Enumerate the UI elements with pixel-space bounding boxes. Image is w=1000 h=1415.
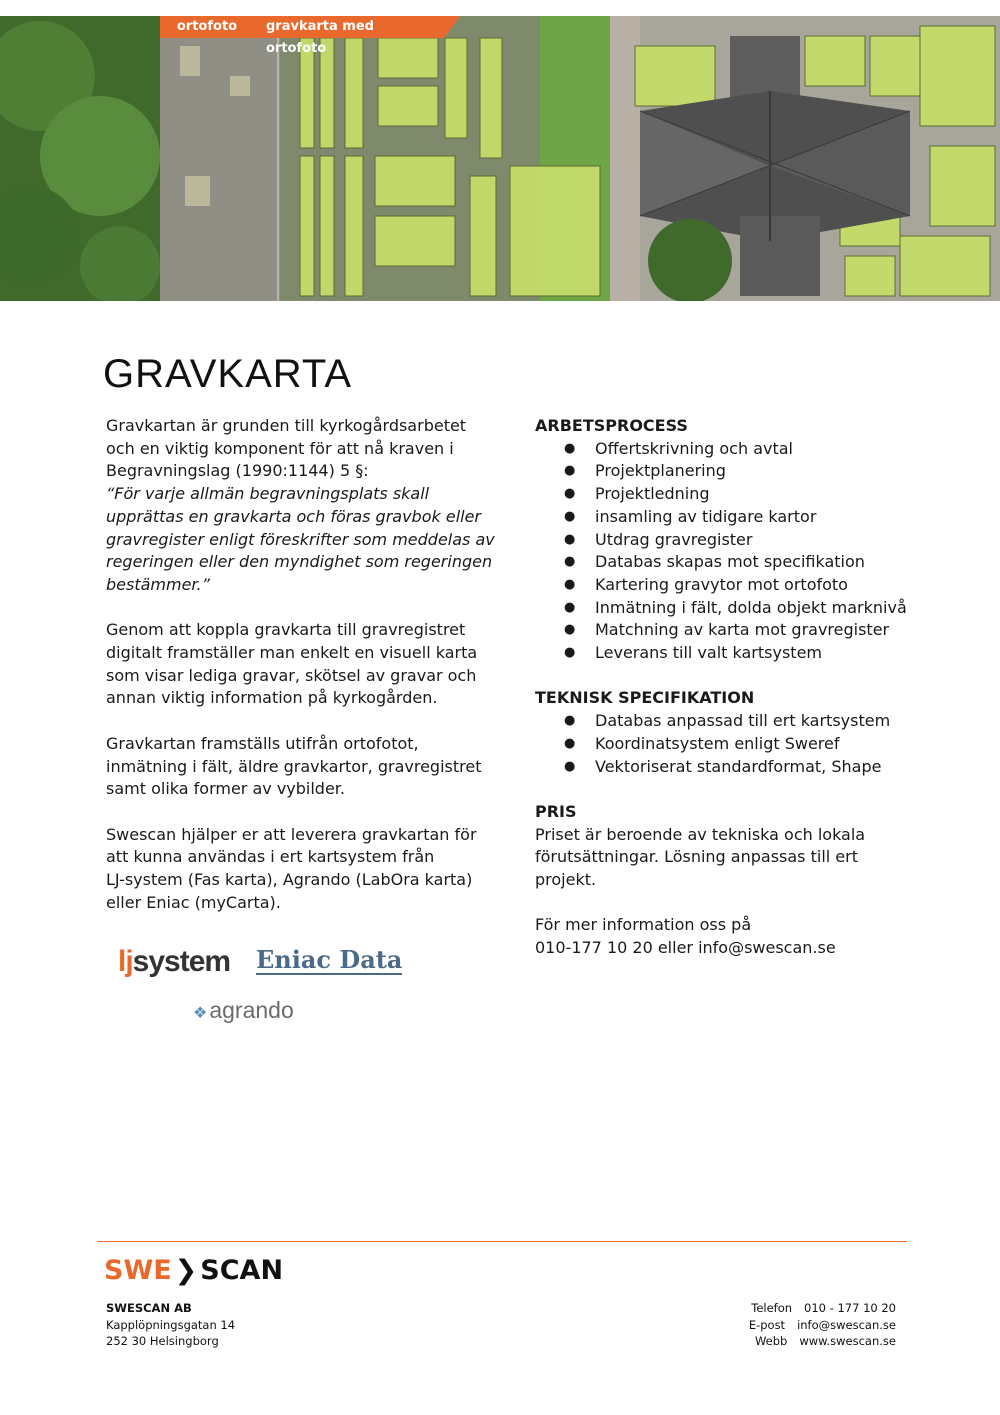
law-quote-line: “För varje allmän begravningsplats skall bbox=[106, 484, 430, 504]
register-line: Genom att koppla gravkarta till gravregistret bbox=[106, 620, 466, 640]
ljsystem-logo-text: system bbox=[132, 945, 231, 978]
tab-gravkarta-med-ortofoto: gravkarta med ortofoto bbox=[254, 16, 444, 38]
register-line: som visar lediga gravar, skötsel av gravar och bbox=[106, 665, 477, 685]
pris-line: projekt. bbox=[535, 870, 597, 890]
hero-aerial-map bbox=[0, 16, 1000, 301]
sources-line: Gravkartan framställs utifrån ortofotot, bbox=[106, 733, 419, 753]
sources-line: inmätning i fält, äldre gravkartor, gravregistret bbox=[106, 756, 482, 776]
agrando-logo bbox=[193, 997, 294, 1024]
law-quote-line: regeringen eller den myndighet som regeringen bbox=[106, 552, 493, 572]
arbetsprocess-list bbox=[535, 438, 935, 665]
delivery-line: eller Eniac (myCarta). bbox=[106, 892, 281, 912]
right-column bbox=[535, 415, 935, 983]
email-row bbox=[749, 1317, 896, 1334]
company-address bbox=[106, 1300, 235, 1350]
register-paragraph bbox=[106, 619, 506, 710]
list-item: ● Databas skapas mot specifikation bbox=[535, 551, 935, 574]
law-quote-line: bestämmer.” bbox=[106, 574, 210, 594]
intro-line: Gravkartan är grunden till kyrkogårdsarbetet bbox=[106, 416, 467, 435]
phone-value: 010 - 177 10 20 bbox=[804, 1301, 896, 1315]
info-line: För mer information oss på bbox=[535, 915, 752, 935]
pris-paragraph bbox=[535, 824, 935, 892]
list-item: ● Databas anpassad till ert kartsystem bbox=[535, 710, 935, 733]
list-item: ● Vektoriserat standardformat, Shape bbox=[535, 756, 935, 779]
law-quote-line: upprättas en gravkarta och föras gravbok eller bbox=[106, 506, 481, 526]
sources-line: samt olika former av vybilder. bbox=[106, 779, 345, 799]
teknisk-specifikation-heading: TEKNISK SPECIFIKATION bbox=[535, 688, 755, 708]
web-row bbox=[749, 1333, 896, 1350]
sources-paragraph bbox=[106, 733, 506, 801]
list-item: ● Inmätning i fält, dolda objekt marknivå bbox=[535, 597, 935, 620]
chevron-right-icon: ❯ bbox=[174, 1255, 198, 1286]
info-paragraph bbox=[535, 914, 935, 959]
swescan-logo-scan: SCAN bbox=[200, 1255, 284, 1286]
delivery-line: att kunna användas i ert kartsystem från bbox=[106, 847, 435, 867]
register-line: digitalt framställer man enkelt en visuell karta bbox=[106, 643, 478, 663]
pris-heading: PRIS bbox=[535, 801, 577, 821]
phone-label: Telefon bbox=[751, 1301, 793, 1315]
left-column bbox=[106, 415, 506, 937]
swescan-logo bbox=[104, 1255, 283, 1286]
street-address: Kapplöpningsgatan 14 bbox=[106, 1317, 236, 1332]
agrando-logo-text: agrando bbox=[209, 997, 294, 1023]
info-line: 010-177 10 20 eller info@swescan.se bbox=[535, 938, 836, 958]
delivery-paragraph bbox=[106, 824, 506, 915]
pris-line: Priset är beroende av tekniska och lokala bbox=[535, 824, 866, 844]
list-item: ● Projektplanering bbox=[535, 460, 935, 483]
ljsystem-logo bbox=[118, 945, 230, 979]
teknisk-specifikation-list bbox=[535, 710, 935, 778]
footer-divider bbox=[97, 1241, 907, 1242]
list-item: ● Utdrag gravregister bbox=[535, 529, 935, 552]
ljsystem-logo-mark: lj bbox=[118, 945, 133, 978]
pris-line: förutsättningar. Lösning anpassas till ert bbox=[535, 847, 858, 867]
intro-line: och en viktig komponent för att nå kraven i bbox=[106, 438, 454, 458]
delivery-line: Swescan hjälper er att leverera gravkartan för bbox=[106, 824, 477, 844]
diamond-icon: ❖ bbox=[193, 1005, 208, 1022]
intro-paragraph bbox=[106, 415, 506, 597]
list-item: ● Kartering gravytor mot ortofoto bbox=[535, 574, 935, 597]
email-value: info@swescan.se bbox=[797, 1317, 896, 1332]
list-item: ● Projektledning bbox=[535, 483, 935, 506]
list-item: ● insamling av tidigare kartor bbox=[535, 506, 935, 529]
postal-city: 252 30 Helsingborg bbox=[106, 1334, 219, 1348]
aerial-cemetery-image bbox=[0, 16, 1000, 301]
tab-ortofoto: ortofoto bbox=[160, 16, 254, 38]
list-item: ● Offertskrivning och avtal bbox=[535, 438, 935, 461]
register-line: annan viktig information på kyrkogården. bbox=[106, 688, 438, 708]
eniac-data-logo: Eniac Data bbox=[256, 945, 403, 974]
arbetsprocess-heading: ARBETSPROCESS bbox=[535, 416, 688, 435]
intro-line: Begravningslag (1990:1144) 5 §: bbox=[106, 461, 369, 481]
company-name: SWESCAN AB bbox=[106, 1301, 192, 1315]
page-title: GRAVKARTA bbox=[103, 352, 353, 396]
web-value: www.swescan.se bbox=[799, 1334, 896, 1348]
phone-row bbox=[749, 1300, 896, 1317]
contact-info bbox=[749, 1300, 896, 1350]
map-view-tabs bbox=[160, 16, 444, 56]
list-item: ● Leverans till valt kartsystem bbox=[535, 642, 935, 665]
delivery-line: LJ-system (Fas karta), Agrando (LabOra karta) bbox=[106, 870, 473, 890]
partner-logos bbox=[118, 945, 418, 1035]
swescan-logo-swe: SWE bbox=[104, 1255, 172, 1286]
email-label: E-post bbox=[748, 1317, 786, 1332]
law-quote-line: gravregister enligt föreskrifter som meddelas av bbox=[106, 529, 495, 549]
list-item: ● Koordinatsystem enligt Sweref bbox=[535, 733, 935, 756]
list-item: ● Matchning av karta mot gravregister bbox=[535, 619, 935, 642]
web-label: Webb bbox=[754, 1334, 788, 1348]
